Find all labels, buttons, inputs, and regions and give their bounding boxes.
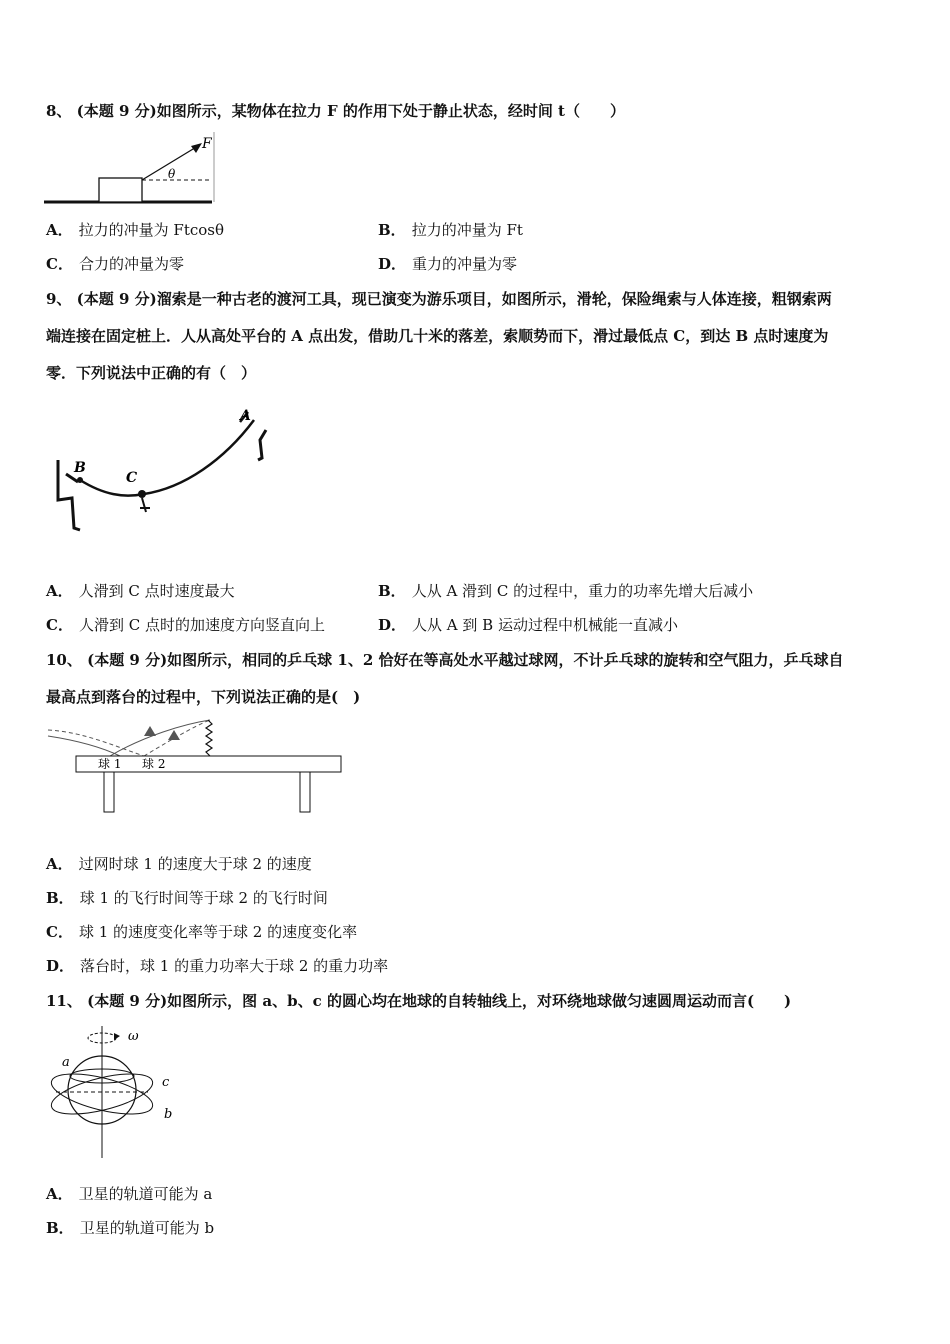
person <box>140 498 150 512</box>
ball2-arrow <box>168 730 180 740</box>
q9-stem-line-3: 零．下列说法中正确的有（ ） <box>46 364 257 382</box>
pulley <box>138 490 146 498</box>
q8-stem: 8、 (本题 9 分)如图所示，某物体在拉力 F 的作用下处于静止状态，经时间 t（ ） <box>46 102 625 120</box>
table-leg-right <box>300 772 310 812</box>
point-a-label: A <box>240 408 251 424</box>
q9-option-a[interactable]: A． 人滑到 C 点时速度最大 <box>46 582 235 600</box>
q11-option-a[interactable]: A． 卫星的轨道可能为 a <box>46 1185 213 1203</box>
q9-option-c[interactable]: C． 人滑到 C 点时的加速度方向竖直向上 <box>46 616 325 634</box>
angle-label: θ <box>168 167 176 181</box>
ball1-arrow <box>144 726 156 736</box>
net <box>206 720 212 756</box>
right-bank <box>258 430 266 460</box>
ball1-path <box>110 720 210 756</box>
q10-stem-line-2: 最高点到落台的过程中，下列说法正确的是( ) <box>46 688 361 706</box>
block <box>99 178 142 202</box>
q10-option-d[interactable]: D． 落台时，球 1 的重力功率大于球 2 的重力功率 <box>46 957 389 975</box>
orbit-b-label: b <box>164 1107 173 1122</box>
q8-option-b[interactable]: B． 拉力的冲量为 Ft <box>378 221 523 239</box>
q10-stem-line-1: 10、 (本题 9 分)如图所示，相同的乒乓球 1、2 恰好在等高处水平越过球网，不计乒乓球的旋转和空气阻力，乒乓球自 <box>46 651 844 669</box>
q10-option-b[interactable]: B． 球 1 的飞行时间等于球 2 的飞行时间 <box>46 889 328 907</box>
q8-option-c[interactable]: C． 合力的冲量为零 <box>46 255 184 273</box>
q10-option-a[interactable]: A． 过网时球 1 的速度大于球 2 的速度 <box>46 855 312 873</box>
q11-figure <box>44 1022 194 1162</box>
point-b-label: B <box>74 460 86 476</box>
orbit-a-label: a <box>62 1055 70 1070</box>
ball1-label: 球 1 <box>98 757 122 771</box>
q9-option-b[interactable]: B． 人从 A 滑到 C 的过程中，重力的功率先增大后减小 <box>378 582 754 600</box>
q8-option-a[interactable]: A． 拉力的冲量为 Ftcosθ <box>46 221 225 239</box>
q8-figure <box>44 130 224 210</box>
ball2-label: 球 2 <box>142 757 166 771</box>
q8-option-d[interactable]: D． 重力的冲量为零 <box>378 255 518 273</box>
ball1-path-dashed <box>48 730 144 756</box>
q11-stem: 11、 (本题 9 分)如图所示，图 a、b、c 的圆心均在地球的自转轴线上，对环绕地球做匀速圆周运动而言( ) <box>46 992 792 1010</box>
q11-option-b[interactable]: B． 卫星的轨道可能为 b <box>46 1219 215 1237</box>
table-leg-left <box>104 772 114 812</box>
point-c-label: C <box>126 470 138 486</box>
q10-figure <box>44 716 354 816</box>
q9-stem-line-1: 9、 (本题 9 分)溜索是一种古老的渡河工具，现已演变为游乐项目，如图所示，滑轮，保险绳索与人体连接，粗钢索两 <box>46 290 832 308</box>
force-label: F <box>202 136 212 152</box>
omega-label: ω <box>128 1029 139 1044</box>
q10-option-c[interactable]: C． 球 1 的速度变化率等于球 2 的速度变化率 <box>46 923 358 941</box>
q9-figure <box>44 400 284 550</box>
cable <box>80 420 254 496</box>
orbit-c-label: c <box>162 1075 170 1090</box>
arrow-head <box>191 143 202 153</box>
q9-stem-line-2: 端连接在固定桩上．人从高处平台的 A 点出发，借助几十米的落差，索顺势而下，滑过最低点 C，到达 B 点时速度为 <box>46 327 829 345</box>
q9-option-d[interactable]: D． 人从 A 到 B 运动过程中机械能一直减小 <box>378 616 678 634</box>
ball1-path-left <box>48 736 120 756</box>
